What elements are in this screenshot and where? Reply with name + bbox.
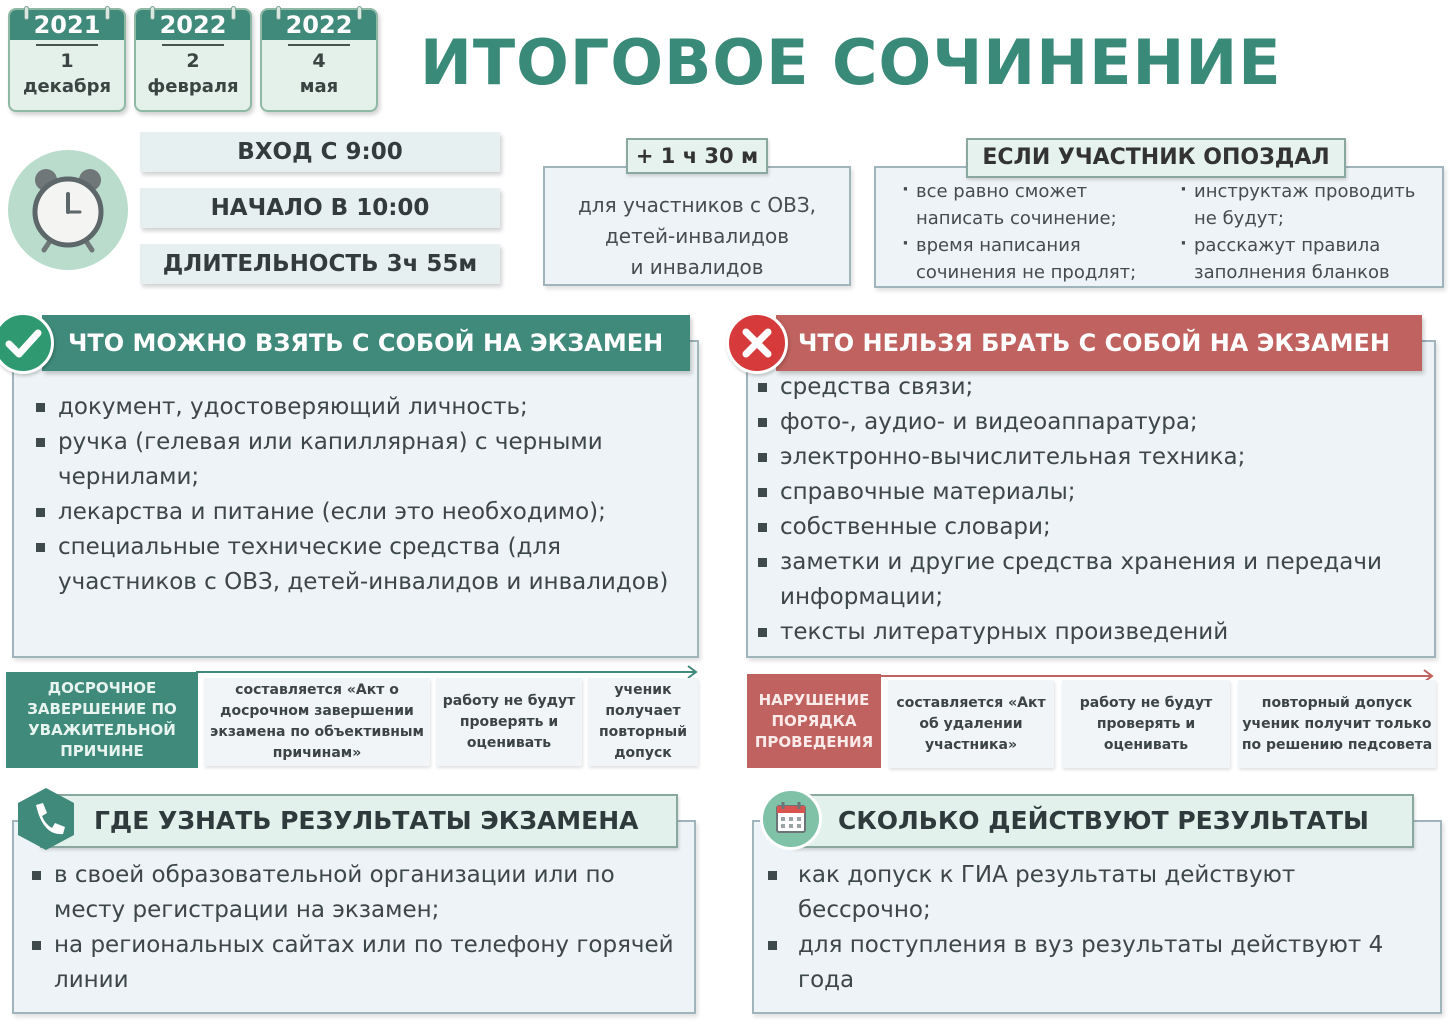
early-step: составляется «Акт о досрочном завершении экзамена по объективным причинам» [204, 678, 430, 766]
list-item: лекарства и питание (если это необходимо); [34, 495, 684, 530]
cross-icon [726, 312, 788, 374]
entry-time: ВХОД С 9:00 [140, 132, 500, 172]
calendar-ring-icon [357, 6, 362, 20]
allowed-panel [12, 340, 699, 658]
violation-head: НАРУШЕНИЕ ПОРЯДКА ПРОВЕДЕНИЯ [747, 674, 881, 768]
list-item: на региональных сайтах или по телефону горячей линии [30, 928, 680, 998]
results-where-panel [12, 820, 696, 1014]
list-item: в своей образовательной организации или по месту регистрации на экзамен; [30, 858, 680, 928]
violation-step: работу не будут проверять и оценивать [1062, 680, 1230, 768]
list-item: специальные технические средства (для участников с ОВЗ, детей-инвалидов и инвалидов) [34, 530, 684, 600]
late-title: ЕСЛИ УЧАСТНИК ОПОЗДАЛ [966, 138, 1346, 178]
forbidden-panel [746, 340, 1436, 658]
results-validity-list [766, 858, 1426, 998]
calendar-card-1 [8, 8, 126, 112]
extra-time-panel [543, 166, 851, 286]
list-item: · все равно сможет написать сочинение; [902, 178, 1167, 232]
extra-time-text-line: для участников с ОВЗ, [577, 193, 817, 217]
list-item: · расскажут правила заполнения бланков [1180, 232, 1442, 286]
forbidden-title: ЧТО НЕЛЬЗЯ БРАТЬ С СОБОЙ НА ЭКЗАМЕН [776, 315, 1422, 371]
calendar-day: 1 [60, 50, 74, 72]
list-item: заметки и другие средства хранения и передачи информации; [756, 545, 1432, 615]
late-list-right [1180, 178, 1442, 286]
calendar-divider [288, 44, 350, 46]
page-title: ИТОГОВОЕ СОЧИНЕНИЕ [420, 26, 1282, 99]
calendar-year: 2022 [262, 10, 376, 40]
late-panel [874, 166, 1444, 288]
calendar-card-2 [134, 8, 252, 112]
list-item: средства связи; [756, 370, 1432, 405]
list-item: справочные материалы; [756, 475, 1432, 510]
list-item: тексты литературных произведений [756, 615, 1432, 650]
calendar-icon [760, 788, 822, 850]
calendar-month: мая [299, 76, 339, 97]
check-icon [0, 312, 54, 374]
list-item: как допуск к ГИА результаты действуют бессрочно; [766, 858, 1426, 928]
list-item: · инструктаж проводить не будут; [1180, 178, 1442, 232]
duration: ДЛИТЕЛЬНОСТЬ 3ч 55м [140, 244, 500, 284]
allowed-list [34, 390, 684, 600]
calendar-ring-icon [276, 6, 281, 20]
calendar-ring-icon [24, 6, 29, 20]
alarm-clock-icon [8, 150, 128, 270]
calendar-ring-icon [150, 6, 155, 20]
list-item: ручка (гелевая или капиллярная) с черными чернилами; [34, 425, 684, 495]
extra-time-label: + 1 ч 30 м [626, 138, 768, 174]
results-where-title: ГДЕ УЗНАТЬ РЕЗУЛЬТАТЫ ЭКЗАМЕНА [40, 794, 678, 848]
early-finish-head: ДОСРОЧНОЕ ЗАВЕРШЕНИЕ ПО УВАЖИТЕЛЬНОЙ ПРИЧИНЕ [6, 672, 198, 768]
violation-step: составляется «Акт об удалении участника» [888, 680, 1054, 768]
extra-time-text-line: и инвалидов [630, 255, 764, 279]
early-step: работу не будут проверять и оценивать [436, 678, 582, 766]
calendar-divider [36, 44, 98, 46]
phone-icon [14, 786, 78, 852]
results-validity-title: СКОЛЬКО ДЕЙСТВУЮТ РЕЗУЛЬТАТЫ [792, 794, 1414, 848]
calendar-card-3 [260, 8, 378, 112]
calendar-month: февраля [147, 76, 239, 97]
list-item: документ, удостоверяющий личность; [34, 390, 684, 425]
early-step: ученик получает повторный допуск [588, 678, 698, 766]
calendar-year: 2022 [136, 10, 250, 40]
list-item: электронно-вычислительная техника; [756, 440, 1432, 475]
late-list-left [902, 178, 1167, 286]
list-item: собственные словари; [756, 510, 1432, 545]
forbidden-list [756, 370, 1432, 650]
violation-step: повторный допуск ученик получит только по решению педсовета [1238, 680, 1436, 768]
results-where-list [30, 858, 680, 998]
calendar-year: 2021 [10, 10, 124, 40]
list-item: фото-, аудио- и видеоаппаратура; [756, 405, 1432, 440]
list-item: для поступления в вуз результаты действуют 4 года [766, 928, 1426, 998]
calendar-ring-icon [105, 6, 110, 20]
allowed-title: ЧТО МОЖНО ВЗЯТЬ С СОБОЙ НА ЭКЗАМЕН [42, 315, 690, 371]
list-item: · время написания сочинения не продлят; [902, 232, 1167, 286]
results-validity-panel [752, 820, 1442, 1014]
extra-time-text-line: детей-инвалидов [604, 224, 790, 248]
calendar-day: 4 [312, 50, 326, 72]
start-time: НАЧАЛО В 10:00 [140, 188, 500, 228]
calendar-day: 2 [186, 50, 200, 72]
calendar-ring-icon [231, 6, 236, 20]
calendar-divider [162, 44, 224, 46]
calendar-month: декабря [22, 76, 112, 97]
